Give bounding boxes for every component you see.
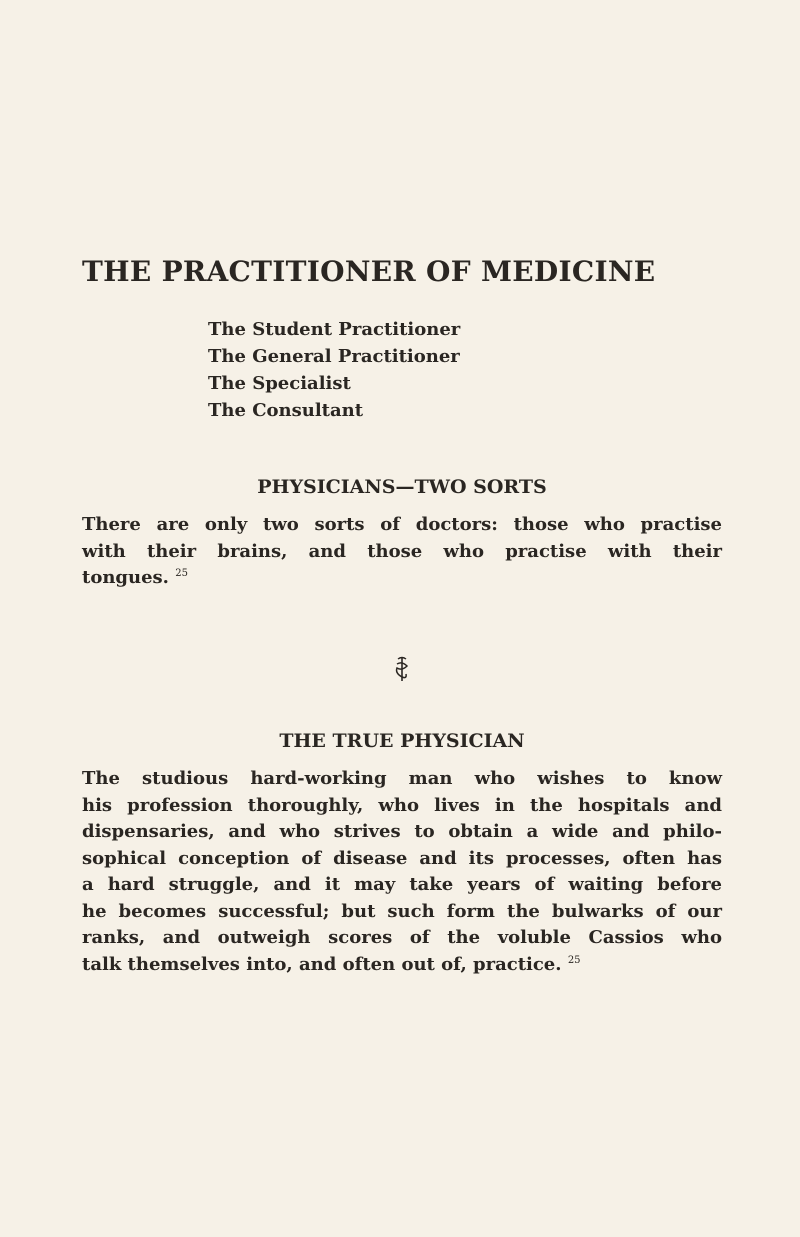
page-title: THE PRACTITIONER OF MEDICINE xyxy=(82,255,656,288)
reference-number: 25 xyxy=(175,568,188,579)
section-paragraph-physicians-two-sorts xyxy=(82,512,722,592)
paragraph-line: a hard struggle, and it may take years of waiting before xyxy=(82,874,722,895)
contents-item: The Specialist xyxy=(208,373,351,394)
contents-item: The Consultant xyxy=(208,400,364,421)
paragraph-line-text: talk themselves into, and often out of, practice. xyxy=(82,953,562,975)
paragraph-line-last xyxy=(82,952,722,979)
paragraph-line-last xyxy=(82,565,722,592)
section-heading-true-physician: THE TRUE PHYSICIAN xyxy=(279,730,525,752)
contents-item: The General Practitioner xyxy=(208,346,460,367)
paragraph-line: sophical conception of disease and its processes, often has xyxy=(82,847,722,869)
paragraph-line: his profession thoroughly, who lives in the hospitals and xyxy=(82,794,722,816)
paragraph-line: dispensaries, and who strives to obtain a wide and philo- xyxy=(82,821,722,842)
contents-item: The Student Practitioner xyxy=(208,319,461,340)
contents-list xyxy=(208,316,460,424)
section-paragraph-true-physician xyxy=(82,766,722,978)
paragraph-line: There are only two sorts of doctors: those who practise xyxy=(82,514,722,535)
section-heading-physicians-two-sorts: PHYSICIANS—TWO SORTS xyxy=(257,476,547,498)
paragraph-line: with their brains, and those who practise with their xyxy=(82,540,722,562)
paragraph-line-text: tongues. xyxy=(82,567,169,588)
caduceus-ornament-icon xyxy=(392,655,412,683)
paragraph-line: he becomes successful; but such form the bulwarks of our xyxy=(82,900,722,922)
paragraph-line: ranks, and outweigh scores of the voluble Cassios who xyxy=(82,927,722,948)
paragraph-line: The studious hard-working man who wishes to know xyxy=(82,768,722,789)
reference-number: 25 xyxy=(567,954,581,966)
